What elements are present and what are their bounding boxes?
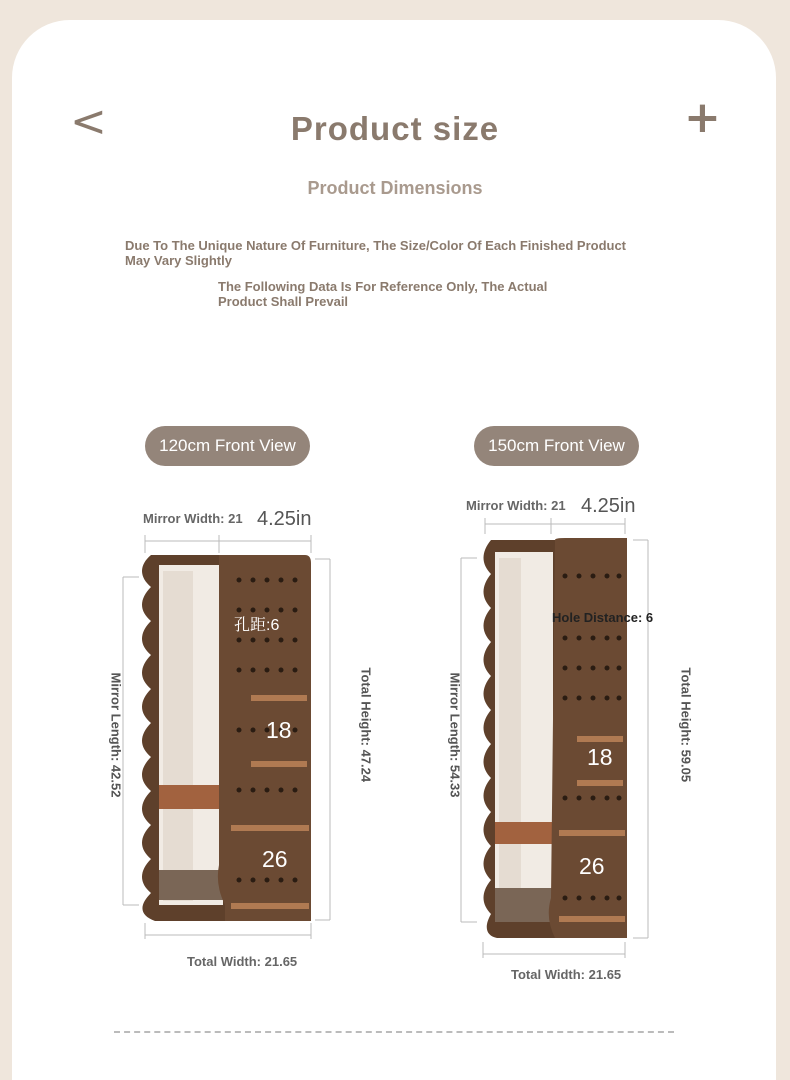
dimension-26: 26 bbox=[579, 853, 605, 879]
dimension-18: 18 bbox=[266, 717, 292, 743]
back-icon[interactable]: < bbox=[70, 96, 107, 147]
total-height-label: Total Height: 47.24 bbox=[358, 667, 374, 783]
page-title: Product size bbox=[290, 110, 500, 147]
total-height-label: Total Height: 59.05 bbox=[678, 667, 694, 783]
page-subtitle: Product Dimensions bbox=[307, 178, 483, 198]
mirror-width-label: Mirror Width: 21 bbox=[466, 498, 566, 513]
reference-note: The Following Data Is For Reference Only, The Actual Product Shall Prevail bbox=[218, 279, 548, 309]
plus-icon[interactable]: + bbox=[684, 92, 721, 143]
inch-label: 4.25in bbox=[257, 508, 312, 530]
view-label-150cm: 150cm Front View bbox=[474, 426, 639, 466]
view-label-120cm: 120cm Front View bbox=[145, 426, 310, 466]
hole-distance-label: 孔距:6 bbox=[234, 617, 280, 634]
total-width-label: Total Width: 21.65 bbox=[187, 954, 298, 969]
mirror-length-label: Mirror Length: 42.52 bbox=[108, 672, 124, 798]
section-divider bbox=[114, 1031, 674, 1033]
mirror-length-label: Mirror Length: 54.33 bbox=[447, 672, 463, 798]
hole-distance-label: Hole Distance: 6 bbox=[552, 610, 654, 625]
dimension-26: 26 bbox=[262, 846, 288, 872]
dimension-18: 18 bbox=[587, 744, 613, 770]
disclaimer-note: Due To The Unique Nature Of Furniture, The Size/Color Of Each Finished Product May Vary Slightly bbox=[125, 238, 627, 268]
total-width-label: Total Width: 21.65 bbox=[511, 967, 622, 982]
mirror-150-illustration bbox=[455, 518, 655, 958]
mirror-width-label: Mirror Width: 21 bbox=[143, 511, 243, 526]
mirror-120-illustration bbox=[115, 535, 345, 945]
inch-label: 4.25in bbox=[581, 495, 636, 517]
